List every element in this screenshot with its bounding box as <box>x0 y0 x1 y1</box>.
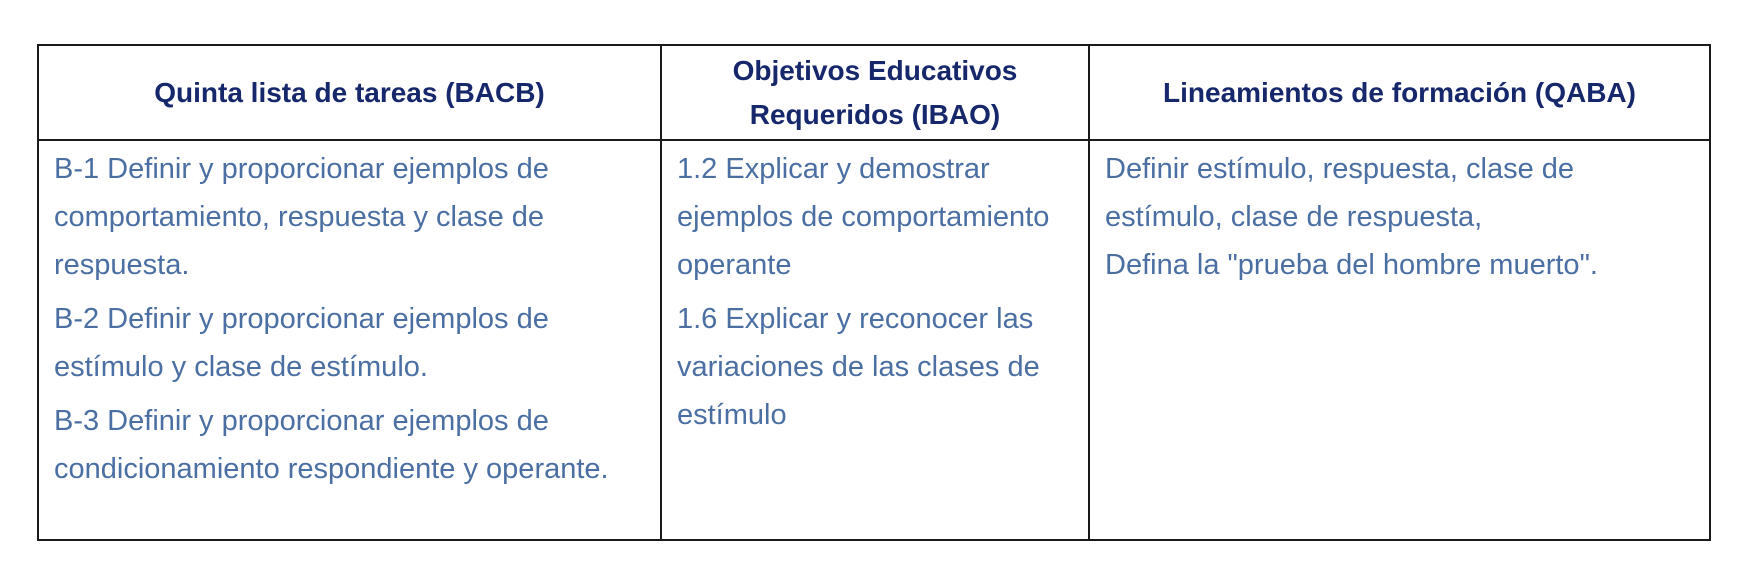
qaba-item-definitions: Definir estímulo, respuesta, clase de estímulo, clase de respuesta, <box>1105 153 1575 233</box>
bacb-item-b1: B-1 Definir y proporcionar ejemplos de comportamiento, respuesta y clase de respuesta. <box>54 153 549 281</box>
ibao-item-1-2: 1.2 Explicar y demostrar ejemplos de comportamiento operante <box>677 153 1050 281</box>
header-bacb-task-list: Quinta lista de tareas (BACB) <box>38 45 661 140</box>
ibao-column-cell <box>661 140 1089 540</box>
qaba-item-dead-man-test: Defina la "prueba del hombre muerto". <box>1105 249 1598 281</box>
curriculum-comparison-table <box>37 44 1711 541</box>
header-qaba-guidelines: Lineamientos de formación (QABA) <box>1089 45 1710 140</box>
bacb-column-cell <box>38 140 661 540</box>
header-row <box>38 45 1710 140</box>
bacb-item-b3: B-3 Definir y proporcionar ejemplos de condicionamiento respondiente y operante. <box>54 405 609 485</box>
bacb-item-b2: B-2 Definir y proporcionar ejemplos de estímulo y clase de estímulo. <box>54 303 549 383</box>
header-ibao-objectives: Objetivos Educativos Requeridos (IBAO) <box>661 45 1089 140</box>
content-row <box>38 140 1710 540</box>
ibao-item-1-6: 1.6 Explicar y reconocer las variaciones de las clases de estímulo <box>677 303 1040 431</box>
qaba-column-cell <box>1089 140 1710 540</box>
